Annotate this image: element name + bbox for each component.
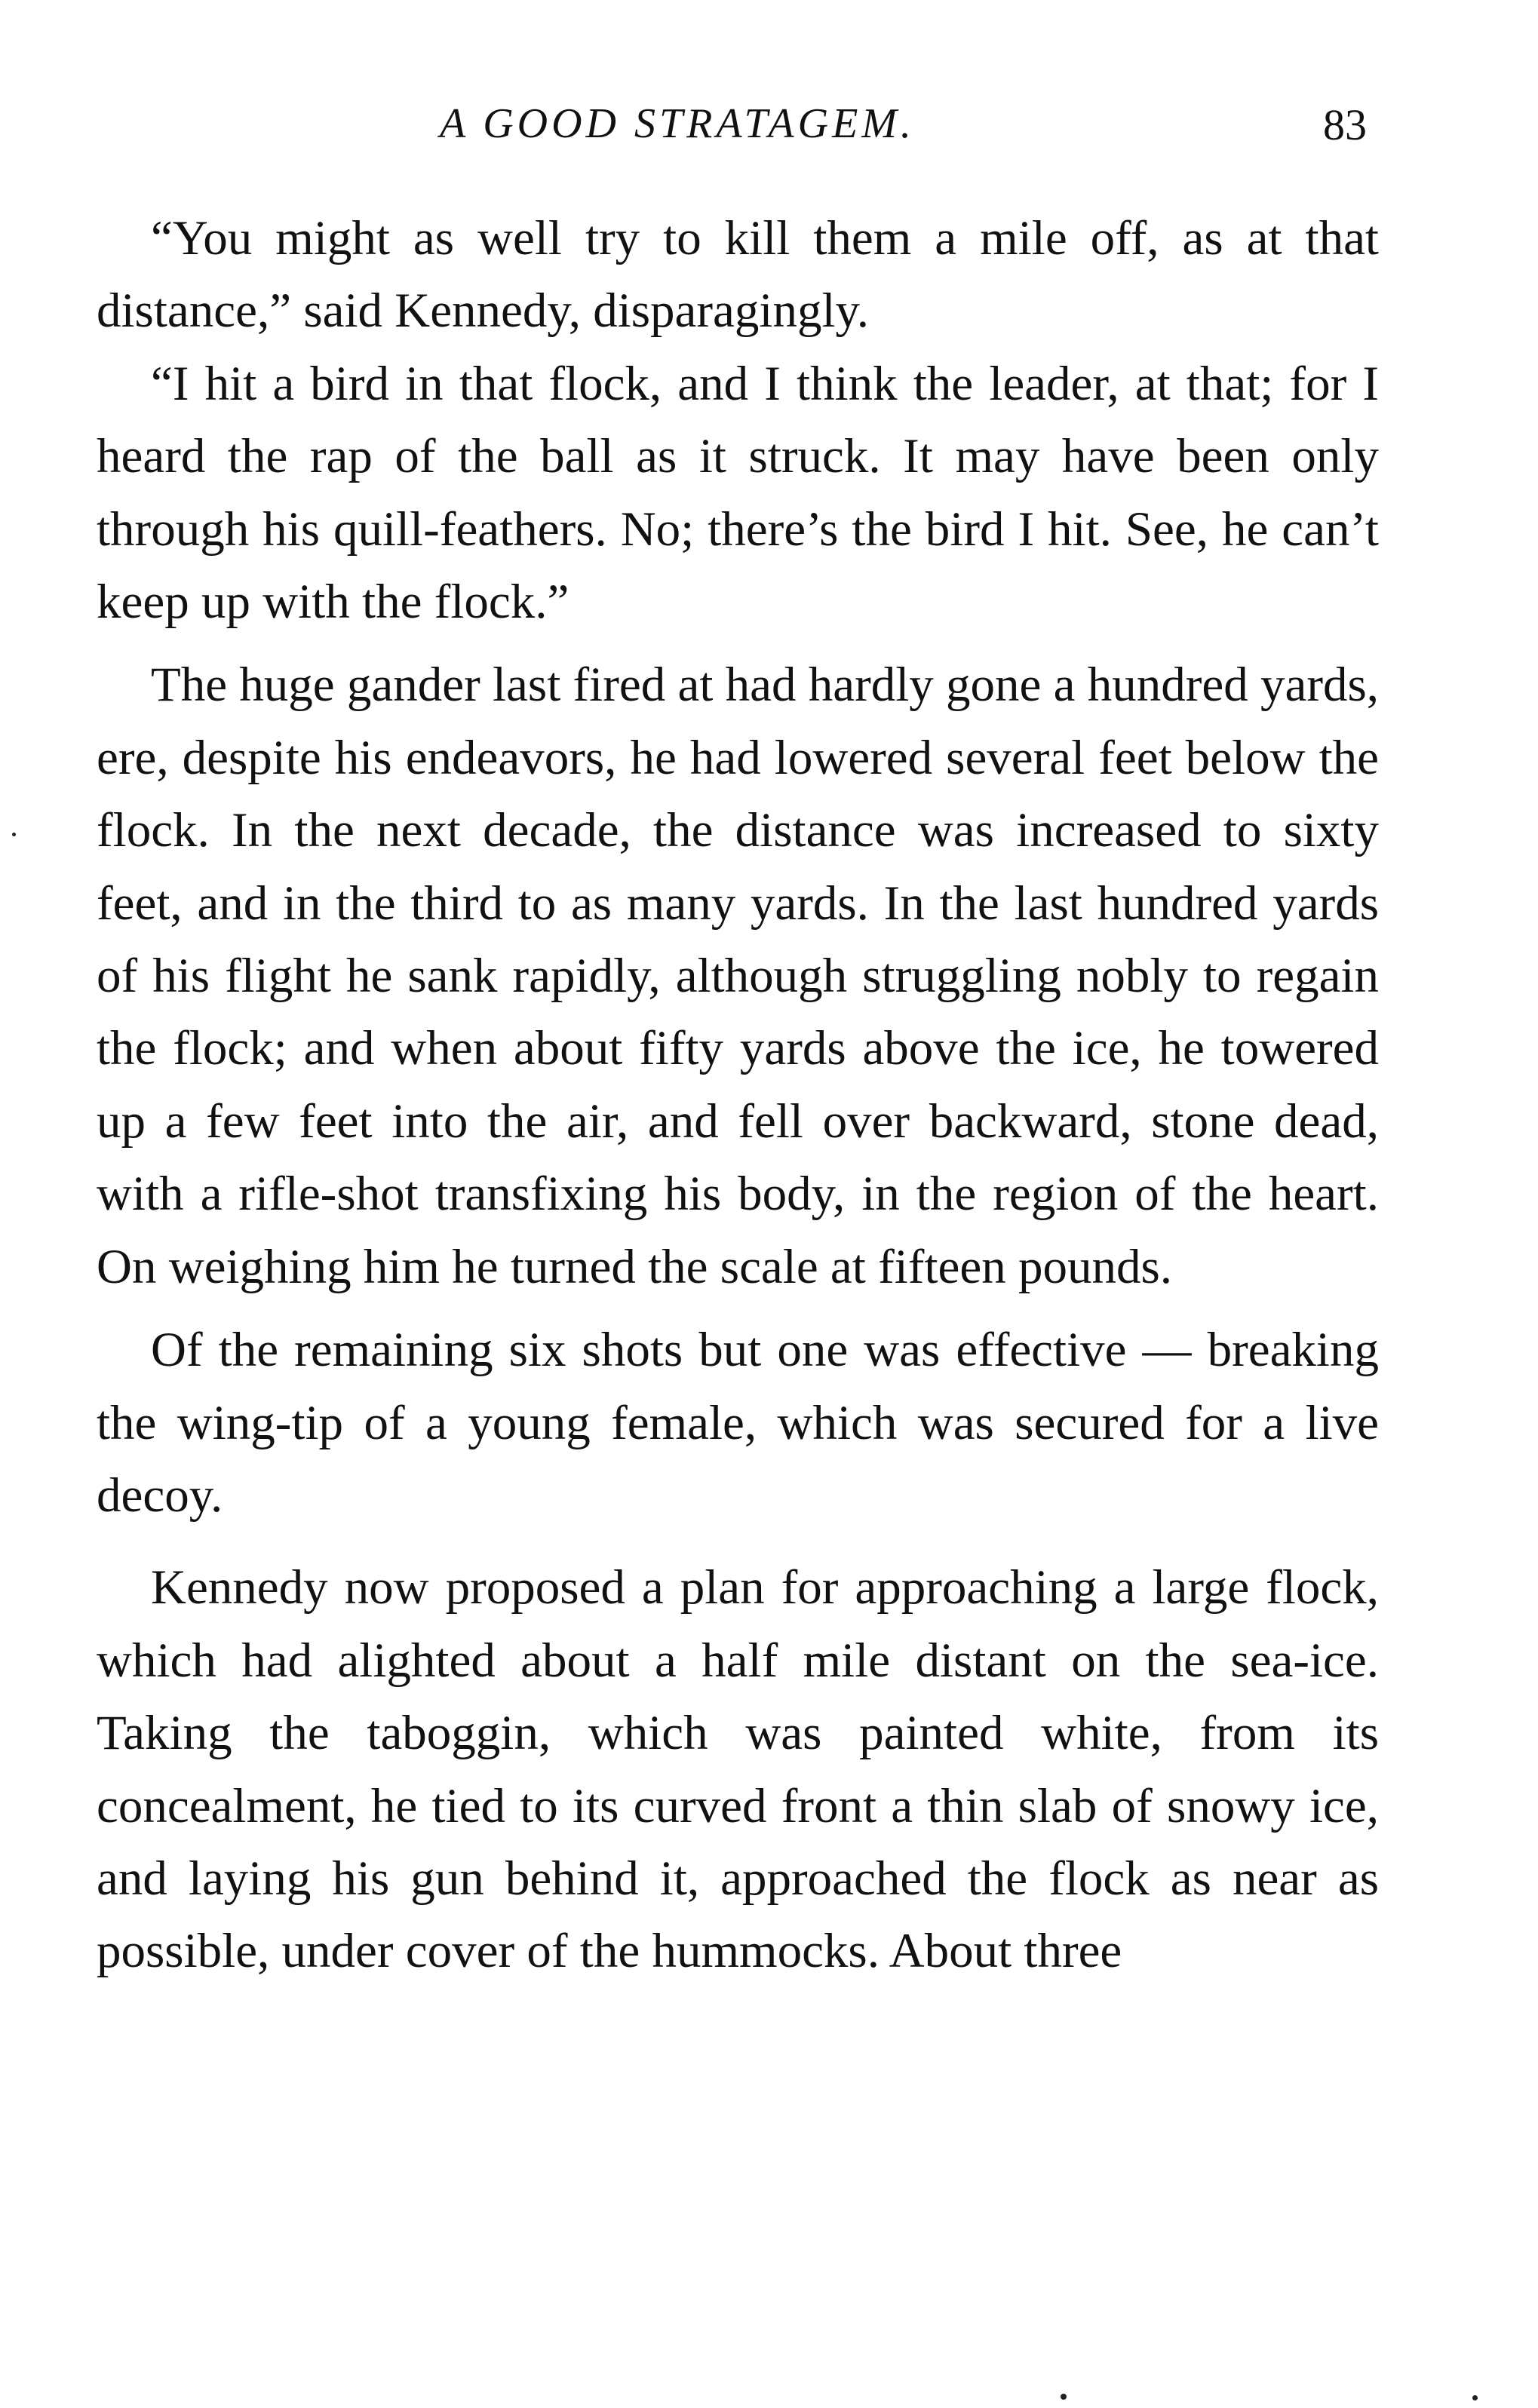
paragraph-gander-fall: The huge gander last fired at had hardly gone a hundred yards, ere, despite his endeavors, he had lowered several feet below the flock. In the next decade, the distance was increased to sixty feet, and in the third to as many yards. In the last hundred yards of his flight he sank rapidly, although struggling nobly to regain the flock; and when about fifty yards above the ice, he towered up a few feet into the air, and fell over backward, stone dead, with a rifle-shot transfixing his body, in the region of the heart. On weighing him he turned the scale at fifteen pounds. xyxy=(97,658,1380,1294)
paragraph-hit-bird: “I hit a bird in that flock, and I think the leader, at that; for I heard the rap of the ball as it struck. It may have been only through his quill-feathers. No; there’s the bird I hit. See, he can’t keep up with the flock.” xyxy=(97,356,1379,630)
bottom-right-ink-speck xyxy=(1472,2395,1478,2400)
running-head xyxy=(91,100,1373,160)
page-number: 83 xyxy=(1323,100,1367,149)
left-margin-speck xyxy=(12,833,16,836)
paragraph-kennedy-remark: “You might as well try to kill them a mile off, as at that distance,” said Kennedy, disparagingly. xyxy=(97,211,1379,339)
paragraph-kennedy-plan: Kennedy now proposed a plan for approaching a large flock, which had alighted about a half mile distant on the sea-ice. Taking the taboggin, which was painted white, from its concealment, he tied to its curved front a thin slab of snowy ice, and laying his gun behind it, approached the flock as near as possible, under cover of the hummocks. About three xyxy=(97,1560,1379,1979)
running-title: A GOOD STRATAGEM. xyxy=(440,100,915,147)
body-text xyxy=(97,202,1379,1988)
bottom-ink-speck xyxy=(1061,2394,1067,2400)
paragraph-remaining-shots: Of the remaining six shots but one was effective — breaking the wing-tip of a young female, which was secured for a live decoy. xyxy=(97,1323,1379,1523)
